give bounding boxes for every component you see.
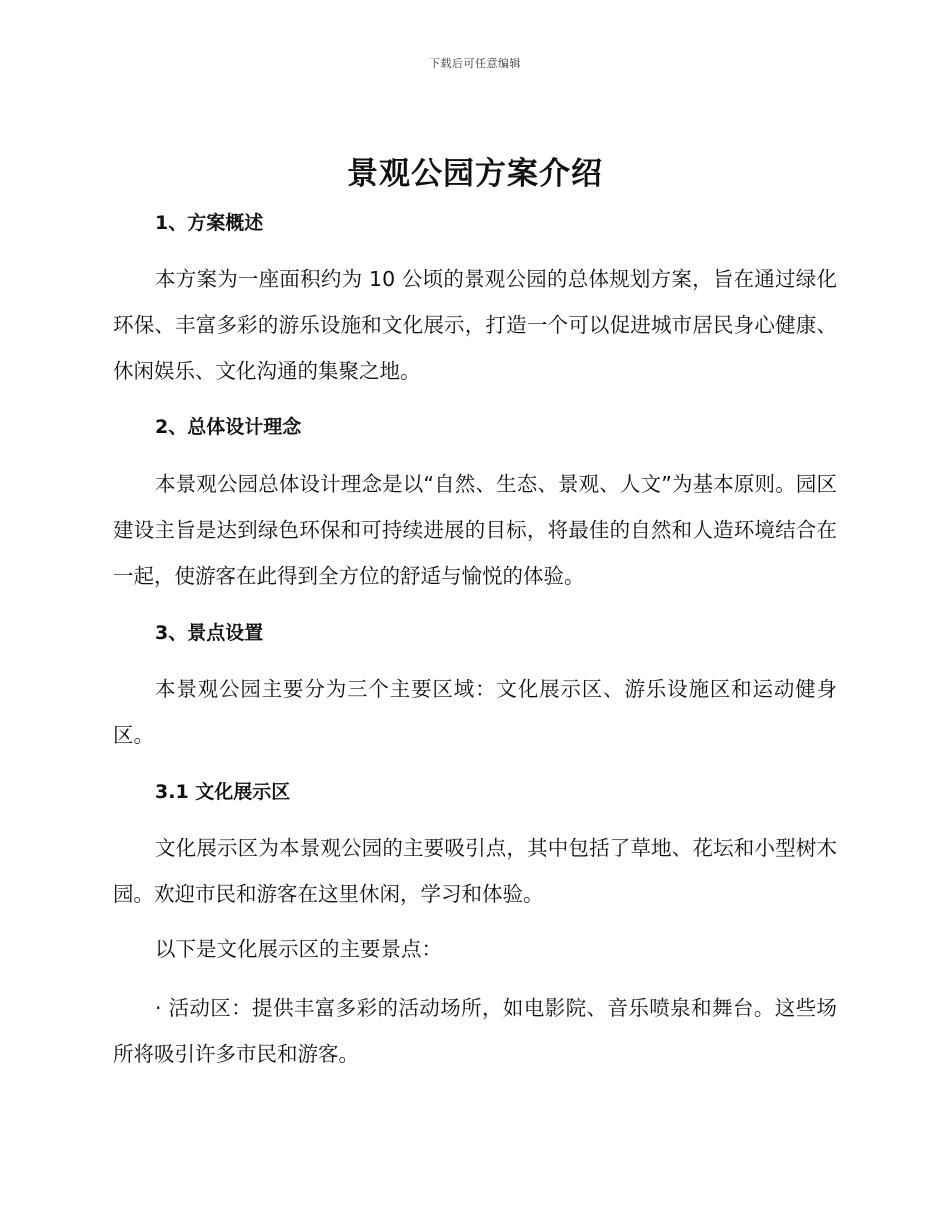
culture-zone-intro: 以下是文化展示区的主要景点： [155,937,442,961]
section-body-attractions: 本景观公园主要分为三个主要区域：文化展示区、游乐设施区和运动健身区。 [113,677,837,747]
page-title: 景观公园方案介绍 [347,156,603,192]
section-heading-attractions: 3、景点设置 [155,622,264,644]
section-heading-overview: 1、方案概述 [155,212,264,234]
header-note: 下载后可任意编辑 [429,57,521,70]
section-heading-design-concept: 2、总体设计理念 [155,416,302,438]
section-heading-culture-zone: 3.1 文化展示区 [155,781,291,803]
section-body-design-concept: 本景观公园总体设计理念是以“自然、生态、景观、人文”为基本原则。园区建设主旨是达到绿色环保和可持续进展的目标，将最佳的自然和人造环境结合在一起，使游客在此得到全方位的舒适与愉悦的体验。 [113,472,837,588]
list-item: · 活动区：提供丰富多彩的活动场所，如电影院、音乐喷泉和舞台。这些场所将吸引许多市民和游客。 [113,996,837,1066]
section-body-overview: 本方案为一座面积约为 10 公顷的景观公园的总体规划方案，旨在通过绿化环保、丰富多彩的游乐设施和文化展示，打造一个可以促进城市居民身心健康、休闲娱乐、文化沟通的集聚之地。 [113,267,837,383]
section-body-culture-zone: 文化展示区为本景观公园的主要吸引点，其中包括了草地、花坛和小型树木园。欢迎市民和游客在这里休闲，学习和体验。 [113,836,837,906]
